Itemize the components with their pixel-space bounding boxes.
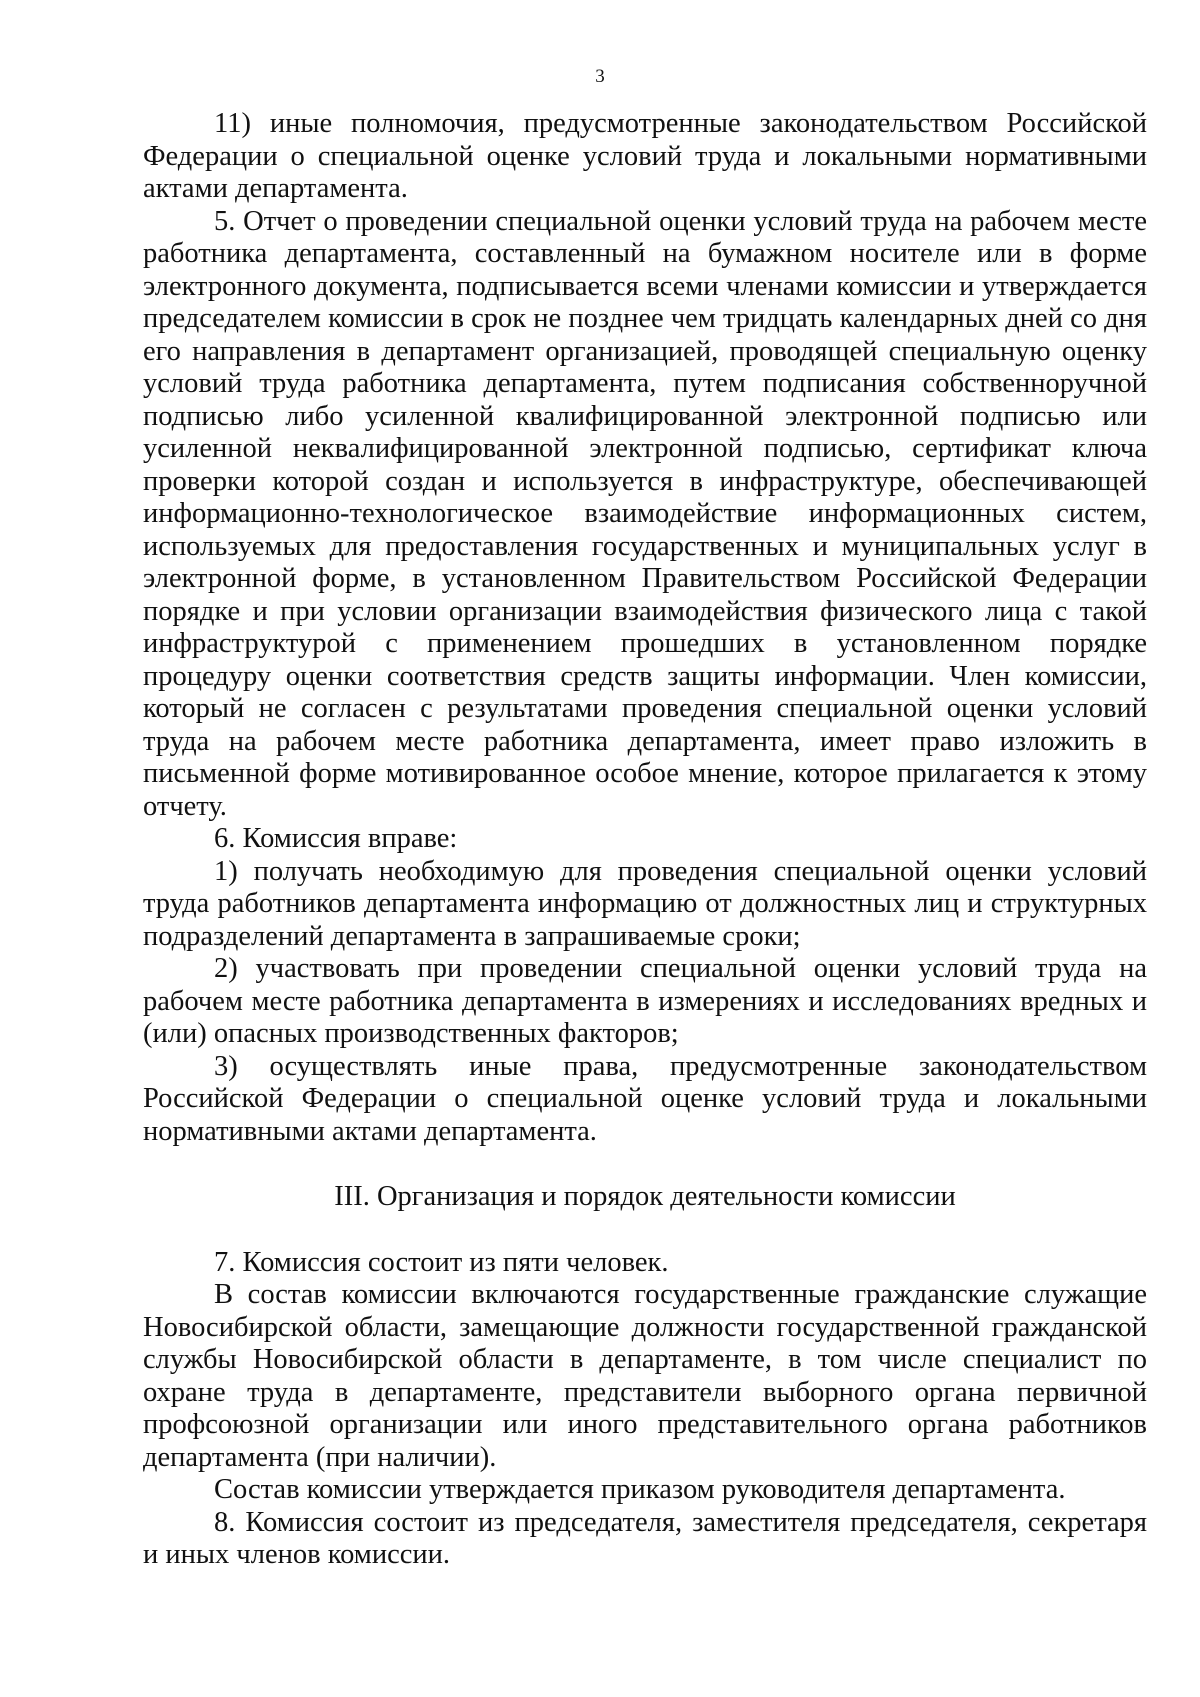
paragraph-approval: Состав комиссии утверждается приказом руководителя департамента.: [214, 1474, 1066, 1505]
document-body: [143, 108, 1147, 1572]
paragraph-composition: В состав комиссии включаются государственные гражданские служащие Новосибирской области, замещающие должности государственной гражданской службы Новосибирской области в департаменте, в том числе специалист по охране труда в департаменте, представители выборного органа первичной профсоюзной организации или иного представительного органа работников департамента (при наличии).: [143, 1279, 1147, 1473]
paragraph-clause-7: 7. Комиссия состоит из пяти человек.: [214, 1246, 669, 1278]
paragraph-item-3: 3) осуществлять иные права, предусмотренные законодательством Российской Федерации о специальной оценке условий труда и локальными нормативными актами департамента.: [143, 1050, 1147, 1147]
paragraph-item-2: 2) участвовать при проведении специальной оценки условий труда на рабочем месте работника департамента в измерениях и исследованиях вредных и (или) опасных производственных факторов;: [143, 953, 1147, 1049]
paragraph-item-1: 1) получать необходимую для проведения специальной оценки условий труда работников департамента информацию от должностных лиц и структурных подразделений департамента в запрашиваемые сроки;: [143, 855, 1147, 952]
paragraph-clause-6: 6. Комиссия вправе:: [214, 823, 458, 854]
paragraph-clause-5: 5. Отчет о проведении специальной оценки условий труда на рабочем месте работника департамента, составленный на бумажном носителе или в форме электронного документа, подписывается всеми членами комиссии и утверждается председателем комиссии в срок не позднее чем тридцать календарных дней со дня его направления в департамент организацией, проводящей специальную оценку условий труда работника департамента, путем подписания собственноручной подписью либо усиленной квалифицированной электронной подписью или усиленной неквалифицированной электронной подписью, сертификат ключа проверки которой создан и используется в инфраструктуре, обеспечивающей информационно-технологическое взаимодействие информационных систем, используемых для предоставления государственных и муниципальных услуг в электронной форме, в установленном Правительством Российской Федерации порядке и при условии организации взаимодействия физического лица с такой инфраструктурой с применением прошедших в установленном порядке процедуру оценки соответствия средств защиты информации. Член комиссии, который не согласен с результатами проведения специальной оценки условий труда на рабочем месте работника департамента, имеет право изложить в письменной форме мотивированное особое мнение, которое прилагается к этому отчету.: [143, 205, 1147, 822]
paragraph-item-11: 11) иные полномочия, предусмотренные законодательством Российской Федерации о специальной оценке условий труда и локальными нормативными актами департамента.: [143, 108, 1147, 204]
page-number: 3: [595, 66, 605, 87]
section-heading: III. Организация и порядок деятельности комиссии: [334, 1181, 956, 1212]
paragraph-clause-8: 8. Комиссия состоит из председателя, заместителя председателя, секретаря и иных членов комиссии.: [143, 1506, 1147, 1570]
